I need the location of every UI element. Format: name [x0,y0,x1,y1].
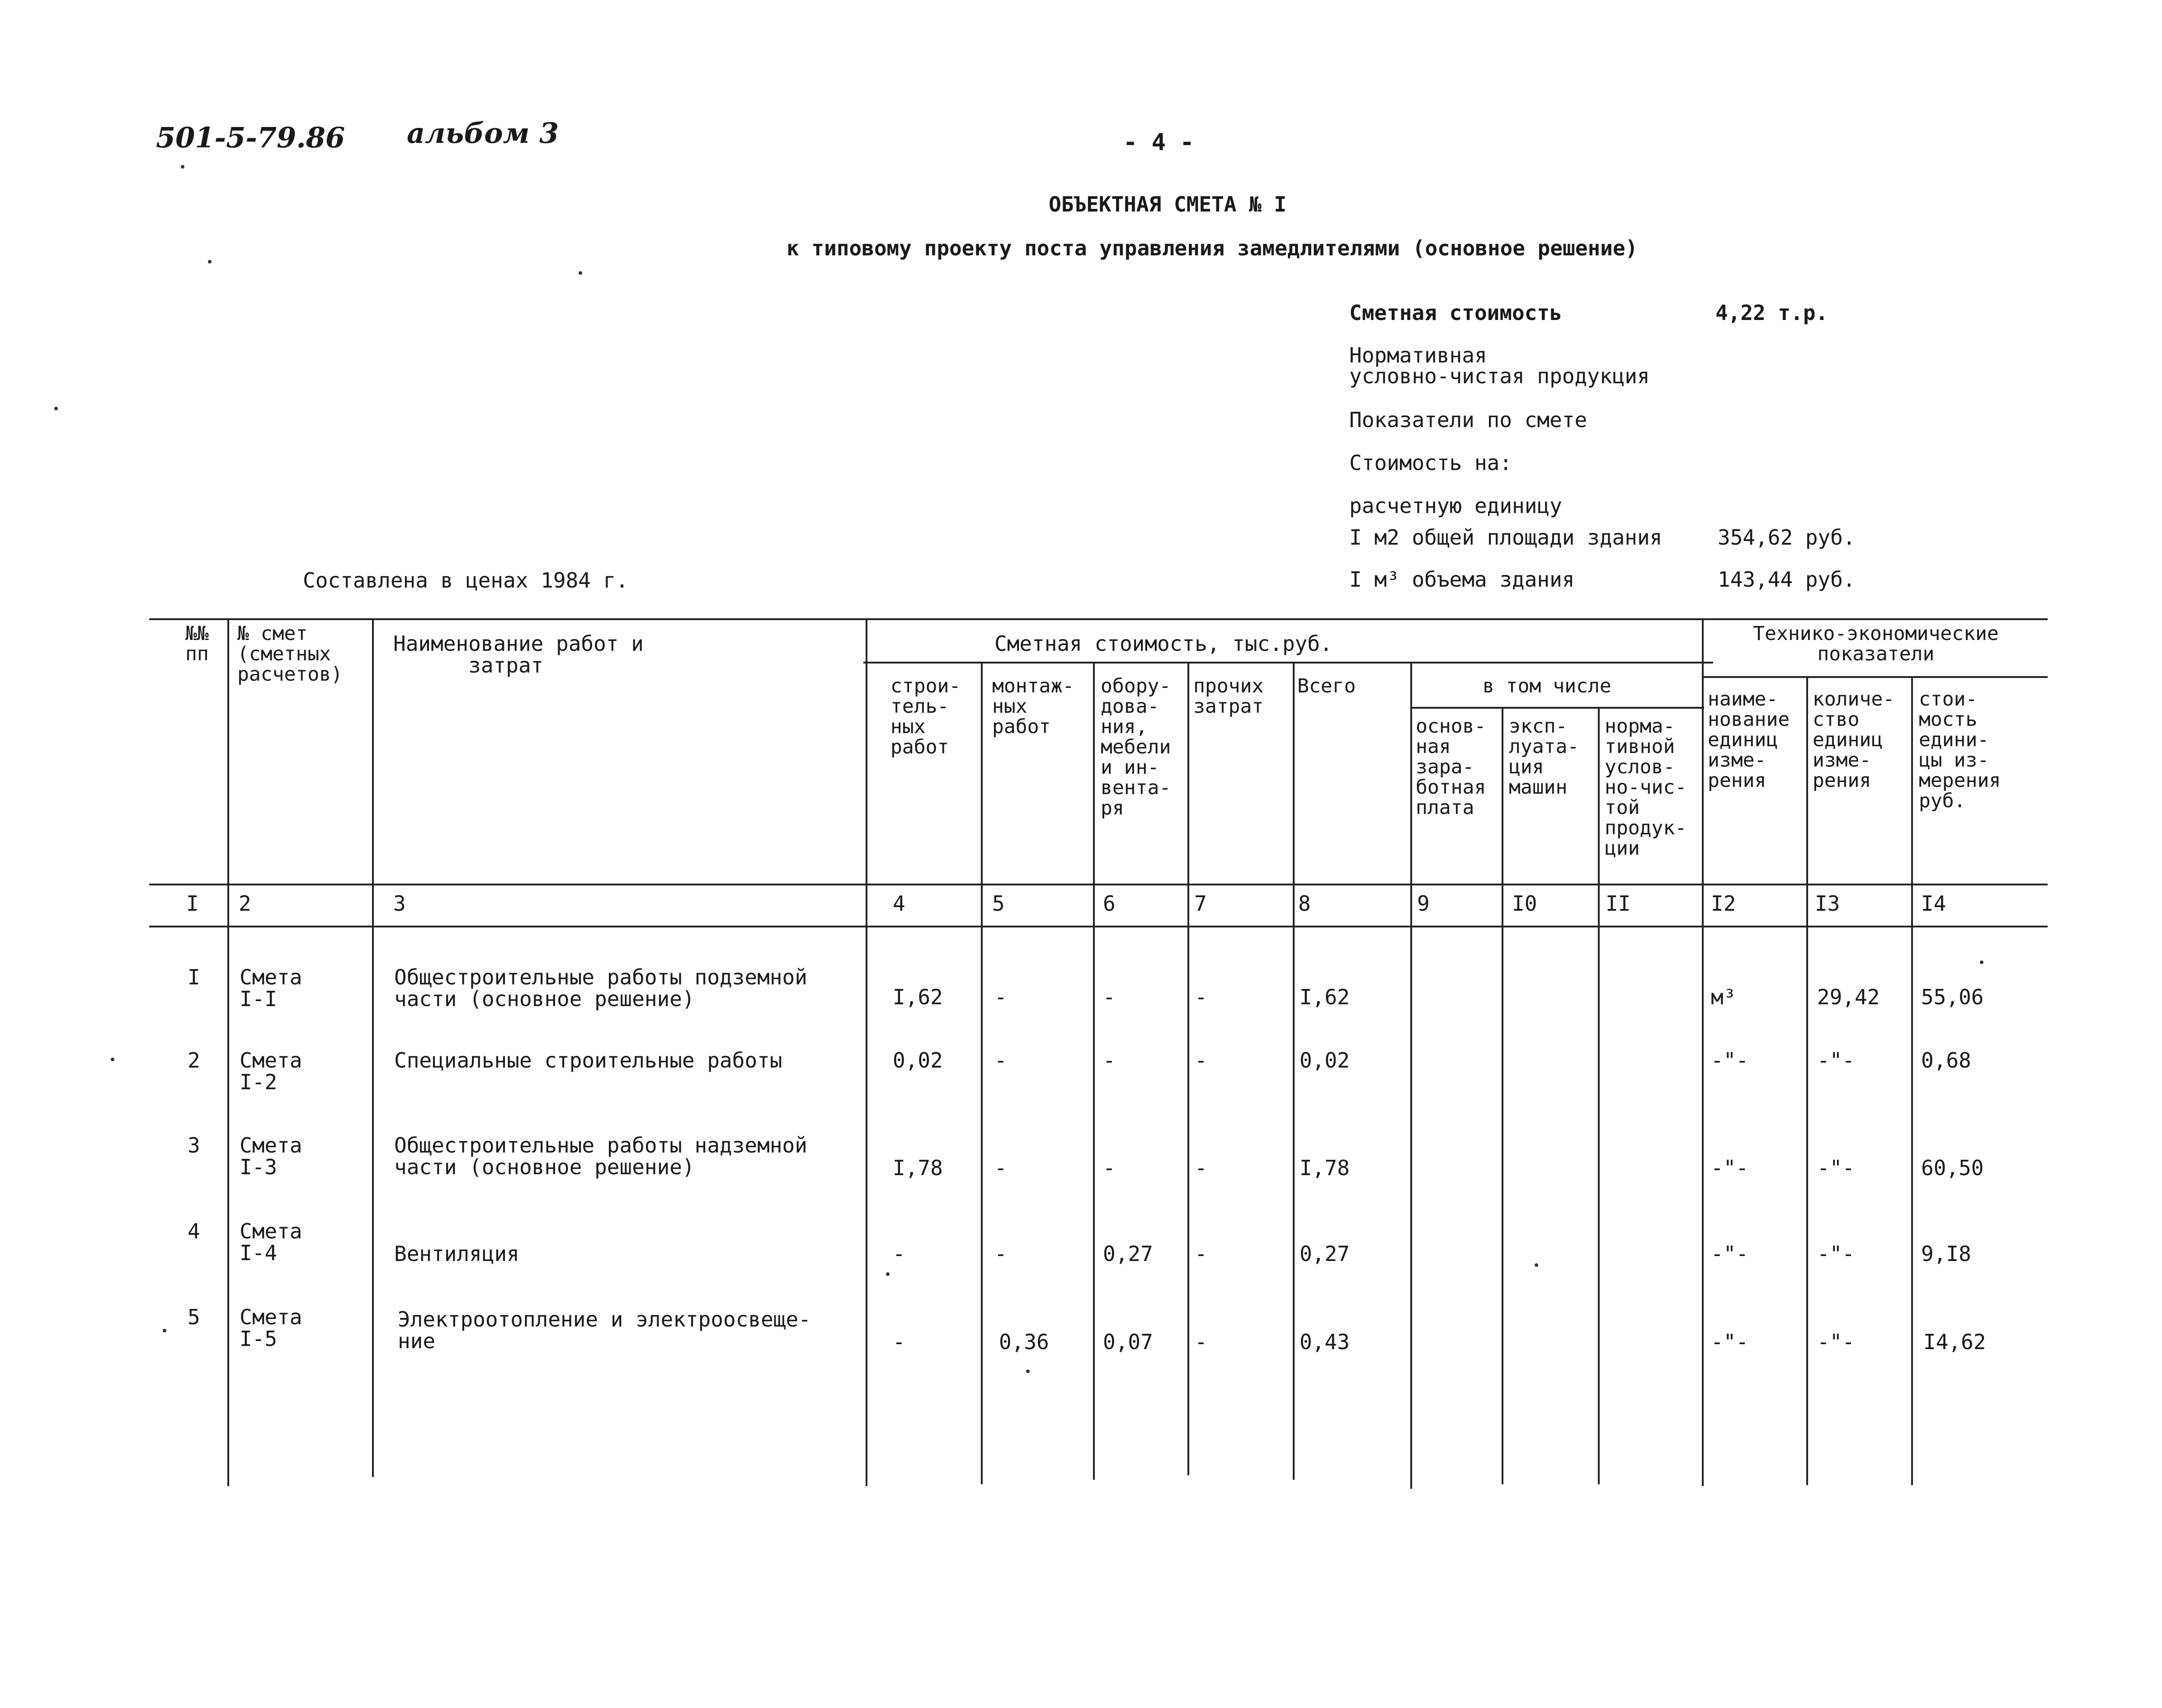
header-unit-cost: стои- мость едини- цы из- мерения руб. [1919,688,2001,812]
document-code: 501-5-79.86 [156,121,345,154]
col-num-12: I2 [1711,891,1736,916]
col-num-9: 9 [1417,891,1430,916]
row-unit-qty: 29,42 [1817,985,1880,1009]
area-value: 354,62 руб. [1718,525,1856,550]
row-unit-name: м³ [1711,985,1736,1009]
header-equipment: обору- дова- ния, мебели и ин- вента- ря [1101,675,1171,819]
row-installation: 0,36 [999,1330,1049,1354]
row-installation: - [994,1242,1007,1266]
header-num: №№ пп [185,622,209,665]
header-unit-qty: количе- ство единиц изме- рения [1813,688,1895,792]
row-total: I,78 [1300,1156,1350,1180]
col-num-8: 8 [1298,891,1311,916]
page-number: - 4 - [1123,129,1194,156]
row-name: Общестроительные работы подземной части (основное решение) [394,965,807,1011]
col-num-1: I [186,891,199,916]
volume-value: 143,44 руб. [1718,567,1856,592]
header-total: Всего [1297,675,1356,697]
row-installation: - [994,1156,1007,1180]
row-name: Специальные строительные работы [394,1048,782,1073]
cost-label: Сметная стоимость [1349,301,1562,325]
row-estimate: Смета I-4 [240,1219,302,1265]
normative-label-2: условно-чистая продукция [1349,364,1650,388]
col-num-11: II [1606,891,1631,916]
row-other: - [1195,1048,1207,1073]
cost-per-label: Стоимость на: [1349,451,1512,475]
header-unit-name: наиме- нование единиц изме- рения [1708,688,1790,792]
col-num-6: 6 [1103,891,1116,916]
row-unit-qty: -"- [1817,1156,1855,1180]
col-num-4: 4 [893,891,905,916]
cost-value: 4,22 т.р. [1715,301,1828,325]
row-installation: - [994,985,1007,1009]
header-installation: монтаж- ных работ [992,675,1074,738]
row-unit-name: -"- [1711,1330,1749,1354]
row-unit-name: -"- [1711,1048,1749,1073]
header-normative: норма- тивной услов- но-чис- той продук- ции [1605,715,1687,860]
volume-label: I м³ объема здания [1349,567,1575,592]
row-total: 0,43 [1300,1330,1350,1354]
col-num-3: 3 [393,891,406,916]
row-unit-qty: -"- [1817,1048,1855,1073]
row-estimate: Смета I-I [240,965,302,1011]
album-label: альбом 3 [407,117,559,150]
header-machines: эксп- луата- ция машин [1509,715,1579,799]
row-total: 0,02 [1300,1048,1350,1073]
row-equipment: - [1103,1048,1116,1073]
row-unit-cost: 55,06 [1921,985,1984,1009]
col-num-10: I0 [1512,891,1537,916]
row-equipment: - [1103,985,1116,1009]
col-num-13: I3 [1815,891,1840,916]
row-total: 0,27 [1300,1242,1350,1266]
unit-label: расчетную единицу [1349,494,1562,518]
row-unit-cost: 0,68 [1921,1048,1971,1073]
prices-note: Составлена в ценах 1984 г. [303,568,629,593]
row-equipment: 0,27 [1103,1242,1153,1266]
col-num-14: I4 [1921,891,1946,916]
estimate-title: ОБЪЕКТНАЯ СМЕТА № I [1049,192,1287,216]
row-name: Электроотопление и электроосвеще- ние [398,1307,811,1353]
row-number: 4 [188,1219,200,1243]
row-other: - [1195,1330,1207,1354]
row-estimate: Смета I-2 [240,1048,302,1094]
row-construction: I,78 [893,1156,943,1180]
area-label: I м2 общей площади здания [1349,525,1663,550]
col-num-5: 5 [992,891,1005,916]
row-estimate: Смета I-5 [240,1305,302,1351]
header-including: в том числе [1483,675,1611,697]
row-unit-qty: -"- [1817,1242,1855,1266]
header-tech-group: Технико-экономические показатели [1753,622,1999,665]
indicators-label: Показатели по смете [1349,408,1587,432]
row-construction: 0,02 [893,1048,943,1073]
col-num-7: 7 [1194,891,1207,916]
row-unit-qty: -"- [1817,1330,1855,1354]
row-construction: - [893,1242,905,1266]
row-equipment: - [1103,1156,1116,1180]
row-number: 3 [188,1133,200,1157]
row-unit-name: -"- [1711,1242,1749,1266]
header-estimate-no: № смет (сметных расчетов) [237,622,343,686]
row-unit-name: -"- [1711,1156,1749,1180]
header-other: прочих затрат [1193,675,1264,718]
header-construction: строи- тель- ных работ [890,675,961,758]
row-number: I [188,965,200,989]
row-unit-cost: I4,62 [1923,1330,1986,1354]
row-other: - [1195,1242,1207,1266]
row-total: I,62 [1300,985,1350,1009]
header-wages: основ- ная зара- ботная плата [1416,715,1486,819]
row-unit-cost: 60,50 [1921,1156,1984,1180]
row-number: 2 [188,1048,200,1073]
row-construction: I,62 [893,985,943,1009]
row-other: - [1195,985,1207,1009]
row-name: Вентиляция [394,1242,519,1266]
row-name: Общестроительные работы надземной части (основное решение) [394,1133,807,1179]
row-equipment: 0,07 [1103,1330,1153,1354]
col-num-2: 2 [239,891,251,916]
row-other: - [1195,1156,1207,1180]
normative-label-1: Нормативная [1349,343,1487,367]
row-unit-cost: 9,I8 [1921,1242,1971,1266]
row-installation: - [994,1048,1007,1073]
row-construction: - [893,1330,905,1354]
header-cost-group: Сметная стоимость, тыс.руб. [994,631,1333,656]
row-estimate: Смета I-3 [240,1133,302,1179]
row-number: 5 [188,1305,200,1329]
header-name: Наименование работ и затрат [393,631,644,678]
estimate-subtitle: к типовому проекту поста управления замедлителями (основное решение) [787,236,1638,260]
